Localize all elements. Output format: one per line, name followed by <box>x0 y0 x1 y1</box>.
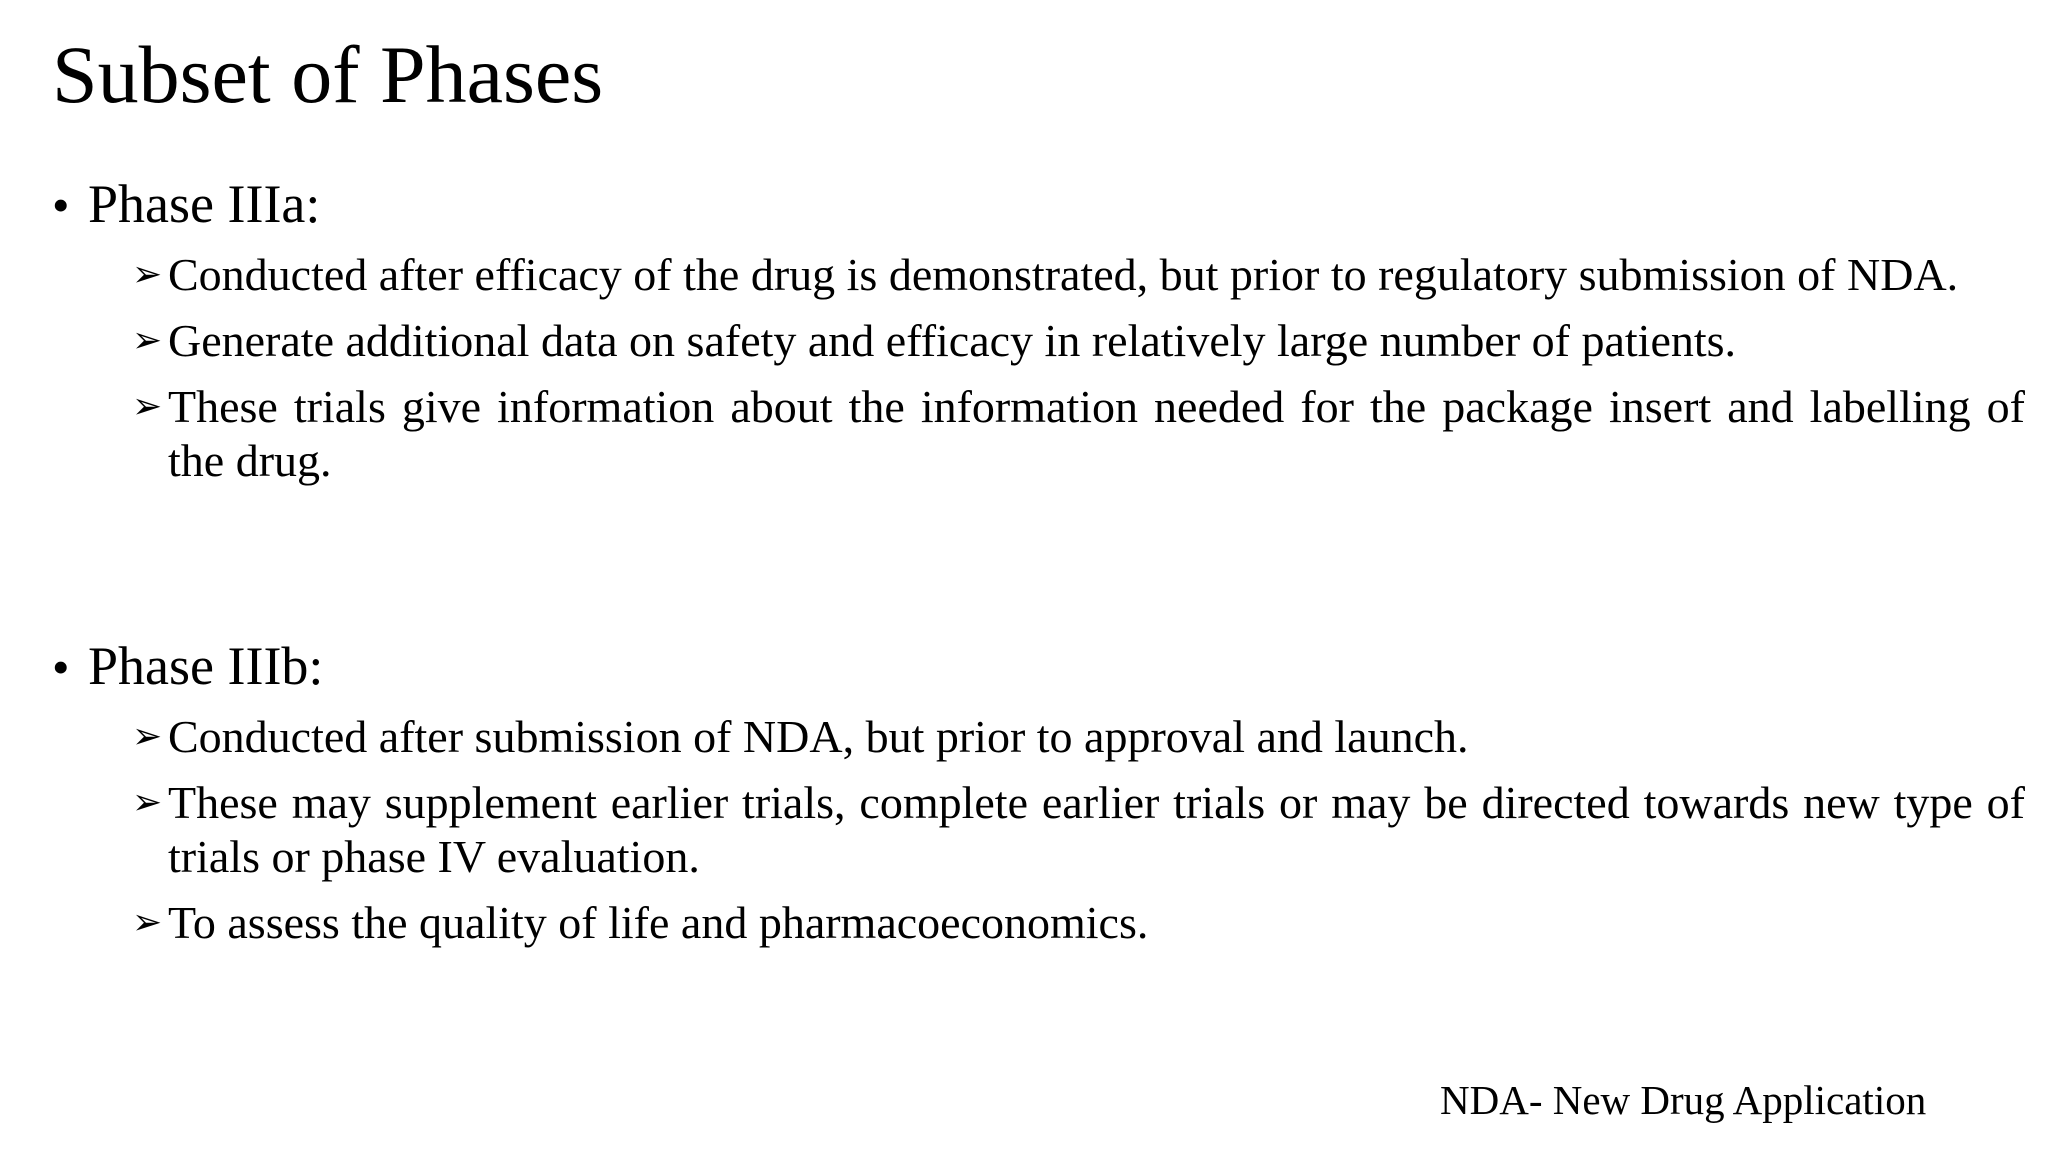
slide-title: Subset of Phases <box>52 29 604 120</box>
phase-iiib-point-1 <box>132 710 2025 764</box>
arrow-bullet-icon: ➢ <box>132 320 163 361</box>
phase-iiib-point-3-text: To assess the quality of life and pharmacoeconomics. <box>168 897 1149 948</box>
phase-iiib-point-2-text: These may supplement earlier trials, complete earlier trials or may be directed towards new type of trials or phase IV evaluation. <box>168 777 2025 882</box>
arrow-bullet-icon: ➢ <box>132 386 163 427</box>
phase-iiia-title: Phase IIIa: <box>88 174 321 234</box>
phase-iiib-point-3 <box>132 896 2025 950</box>
arrow-bullet-icon: ➢ <box>132 782 163 823</box>
phase-iiib-point-2 <box>132 776 2025 884</box>
arrow-bullet-icon: ➢ <box>132 902 163 943</box>
bullet-icon: • <box>52 639 70 695</box>
phase-iiia-points <box>132 248 2025 500</box>
phase-iiib-points <box>132 710 2025 962</box>
bullet-icon: • <box>52 177 70 233</box>
phase-iiia-point-3 <box>132 380 2025 488</box>
phase-iiia-heading <box>52 172 320 237</box>
phase-iiib-title: Phase IIIb: <box>88 636 324 696</box>
arrow-bullet-icon: ➢ <box>132 716 163 757</box>
phase-iiib-point-1-text: Conducted after submission of NDA, but prior to approval and launch. <box>168 711 1469 762</box>
footnote: NDA- New Drug Application <box>1440 1077 1927 1123</box>
phase-iiia-point-3-text: These trials give information about the information needed for the package insert and labelling of the drug. <box>168 381 2025 486</box>
phase-iiia-point-2-text: Generate additional data on safety and efficacy in relatively large number of patients. <box>168 315 1737 366</box>
phase-iiia-point-1 <box>132 248 2025 302</box>
phase-iiib-heading <box>52 634 323 699</box>
phase-iiia-point-2 <box>132 314 2025 368</box>
phase-iiia-point-1-text: Conducted after efficacy of the drug is demonstrated, but prior to regulatory submission of NDA. <box>168 249 1959 300</box>
arrow-bullet-icon: ➢ <box>132 254 163 295</box>
